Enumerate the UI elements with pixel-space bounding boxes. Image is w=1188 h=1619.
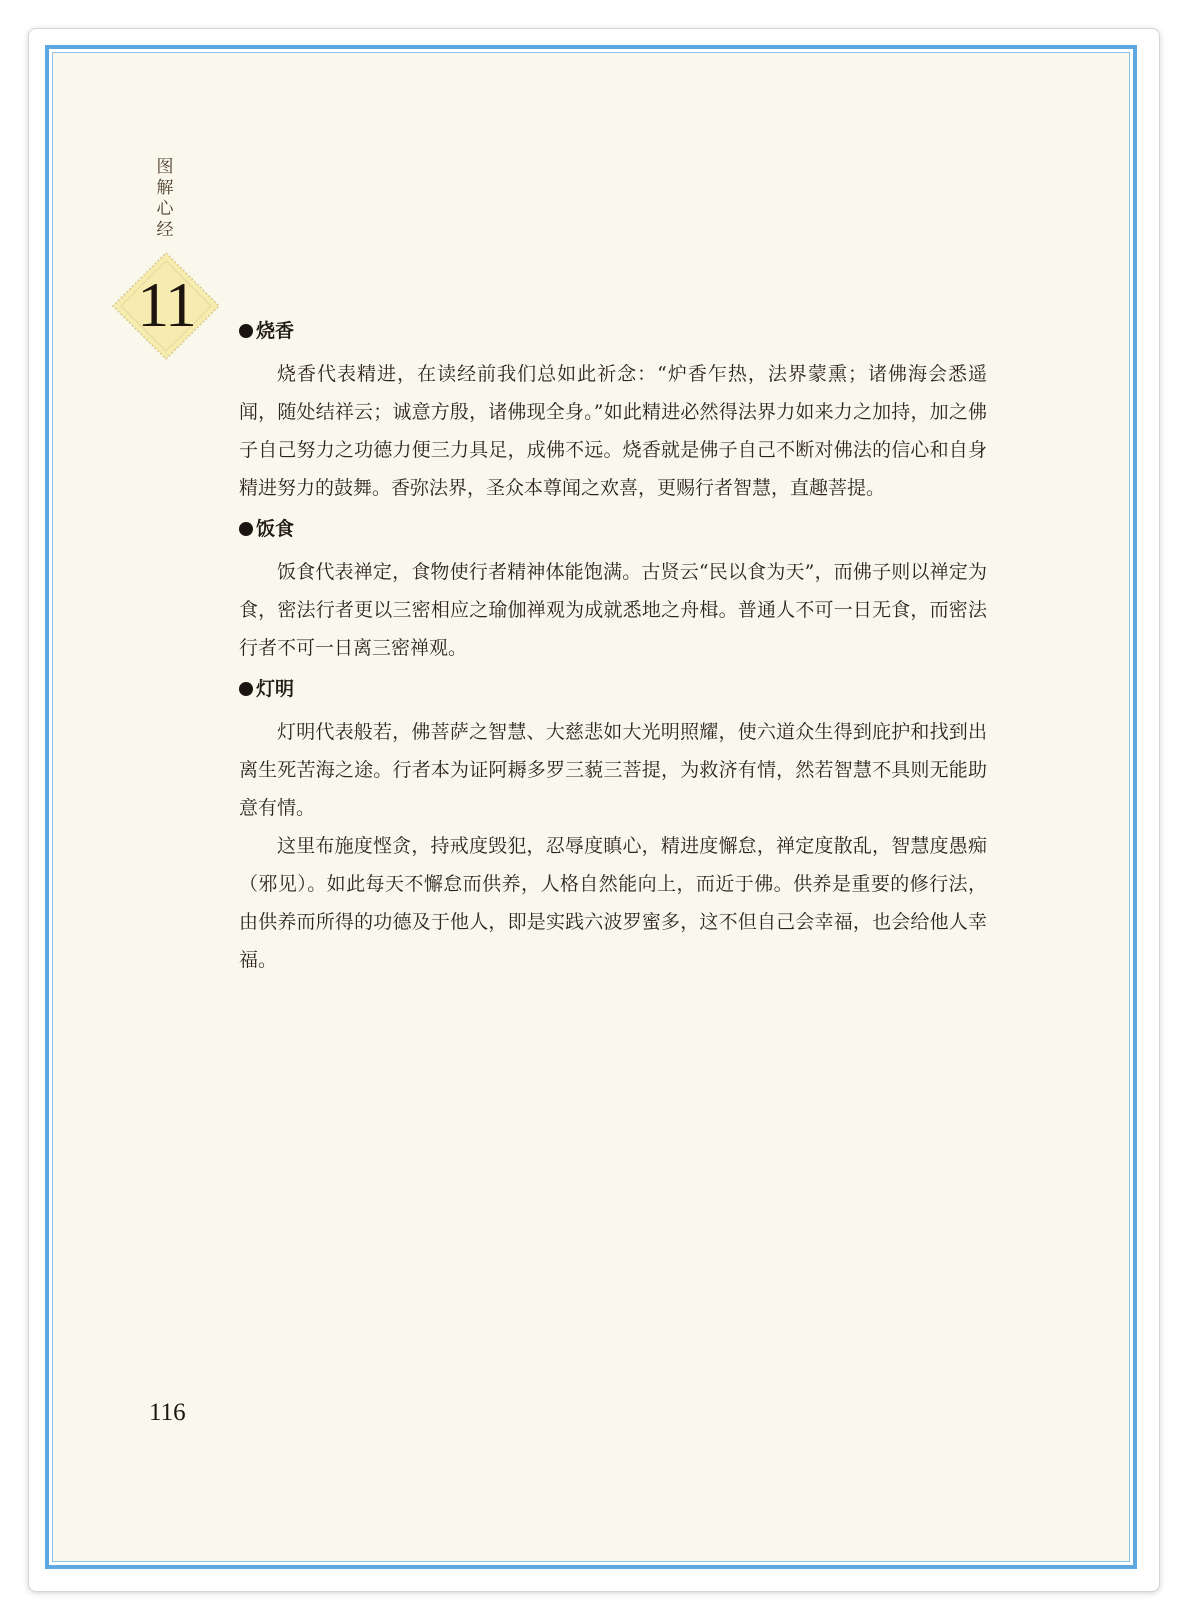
section-food	[239, 515, 987, 667]
section-heading-text: 饭食	[256, 518, 295, 540]
paragraph: 灯明代表般若，佛菩萨之智慧、大慈悲如大光明照耀，使六道众生得到庇护和找到出离生死苦海之途。行者本为证阿耨多罗三藐三菩提，为救济有情，然若智慧不具则无能助意有情。	[239, 721, 987, 819]
bullet-icon	[239, 324, 253, 338]
section-lamp	[239, 675, 987, 979]
section-heading-text: 烧香	[256, 320, 295, 342]
section-heading	[239, 317, 987, 345]
paragraph: 饭食代表禅定，食物使行者精神体能饱满。古贤云“民以食为天”，而佛子则以禅定为食，密法行者更以三密相应之瑜伽禅观为成就悉地之舟楫。普通人不可一日无食，而密法行者不可一日离三密禅观。	[239, 561, 987, 659]
page-number: 116	[149, 1399, 186, 1426]
chapter-badge	[111, 251, 221, 361]
section-heading-text: 灯明	[256, 678, 295, 700]
section-incense	[239, 317, 987, 507]
chapter-number: 11	[137, 269, 195, 340]
main-content	[239, 317, 987, 987]
page-paper	[52, 52, 1130, 1562]
bullet-icon	[239, 682, 253, 696]
section-heading	[239, 675, 987, 703]
page-frame	[45, 45, 1137, 1569]
section-heading	[239, 515, 987, 543]
paragraph: 这里布施度悭贪，持戒度毁犯，忍辱度瞋心，精进度懈怠，禅定度散乱，智慧度愚痴（邪见）。如此每天不懈怠而供养，人格自然能向上，而近于佛。供养是重要的修行法，由供养而所得的功德及于他人，即是实践六波罗蜜多，这不但自己会幸福，也会给他人幸福。	[239, 835, 987, 971]
paragraph: 烧香代表精进，在读经前我们总如此祈念：“炉香乍热，法界蒙熏；诸佛海会悉遥闻，随处结祥云；诚意方殷，诸佛现全身。”如此精进必然得法界力如来力之加持，加之佛子自己努力之功德力便三力具足，成佛不远。烧香就是佛子自己不断对佛法的信心和自身精进努力的鼓舞。香弥法界，圣众本尊闻之欢喜，更赐行者智慧，直趣菩提。	[239, 363, 987, 499]
running-head: 图解心经	[156, 157, 174, 240]
bullet-icon	[239, 522, 253, 536]
